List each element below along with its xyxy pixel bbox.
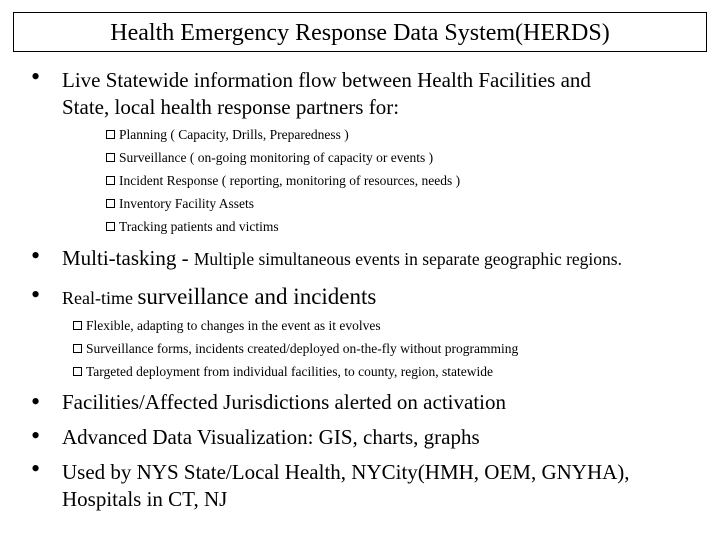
sub-item	[106, 219, 279, 235]
sub-item-text: Targeted deployment from individual facilities, to county, region, statewide	[86, 364, 493, 379]
checkbox-icon	[106, 222, 115, 231]
sub-item	[73, 341, 518, 357]
sub-item-text: Inventory Facility Assets	[119, 196, 254, 211]
bullet-2-rest: Multiple simultaneous events in separate geographic regions.	[193, 249, 622, 269]
sub-item-text: Incident Response ( reporting, monitoring of resources, needs )	[119, 173, 461, 188]
sub-item-text: Flexible, adapting to changes in the event as it evolves	[86, 318, 381, 333]
sub-item	[106, 127, 349, 143]
bullet-6-line-2: Hospitals in CT, NJ	[62, 487, 228, 511]
bullet-dot: •	[31, 387, 41, 416]
sub-item	[106, 196, 254, 212]
sub-item-text: Surveillance ( on-going monitoring of capacity or events )	[119, 150, 434, 165]
slide-title: Health Emergency Response Data System(HERDS)	[110, 20, 610, 46]
sub-item-text: Tracking patients and victims	[119, 219, 279, 234]
bullet-3-rest: surveillance and incidents	[137, 284, 377, 309]
checkbox-icon	[73, 344, 82, 353]
bullet-5: Advanced Data Visualization: GIS, charts, graphs	[62, 425, 480, 449]
sub-item-text: Surveillance forms, incidents created/deployed on-the-fly without programming	[86, 341, 519, 356]
sub-item	[73, 364, 493, 380]
sub-item-text: Planning ( Capacity, Drills, Preparedness )	[119, 127, 349, 142]
bullet-dot: •	[31, 241, 41, 270]
sub-item	[106, 173, 460, 189]
bullet-6-line-1: Used by NYS State/Local Health, NYCity(HMH, OEM, GNYHA),	[62, 460, 630, 484]
bullet-1-line-2: State, local health response partners for:	[62, 95, 400, 119]
bullet-4: Facilities/Affected Jurisdictions alerted on activation	[62, 390, 506, 414]
bullet-dot: •	[31, 62, 41, 91]
checkbox-icon	[106, 130, 115, 139]
checkbox-icon	[106, 153, 115, 162]
checkbox-icon	[106, 176, 115, 185]
bullet-3	[62, 284, 376, 311]
bullet-dot: •	[31, 454, 41, 483]
checkbox-icon	[73, 321, 82, 330]
checkbox-icon	[73, 367, 82, 376]
sub-item	[73, 318, 381, 334]
bullet-2-lead: Multi-tasking -	[62, 246, 194, 270]
sub-item	[106, 150, 433, 166]
bullet-3-lead: Real-time	[62, 288, 138, 308]
bullet-dot: •	[31, 280, 41, 309]
title-box	[13, 12, 707, 52]
bullet-2	[62, 246, 622, 270]
bullet-1-line-1: Live Statewide information flow between Health Facilities and	[62, 68, 591, 92]
checkbox-icon	[106, 199, 115, 208]
bullet-dot: •	[31, 421, 41, 450]
